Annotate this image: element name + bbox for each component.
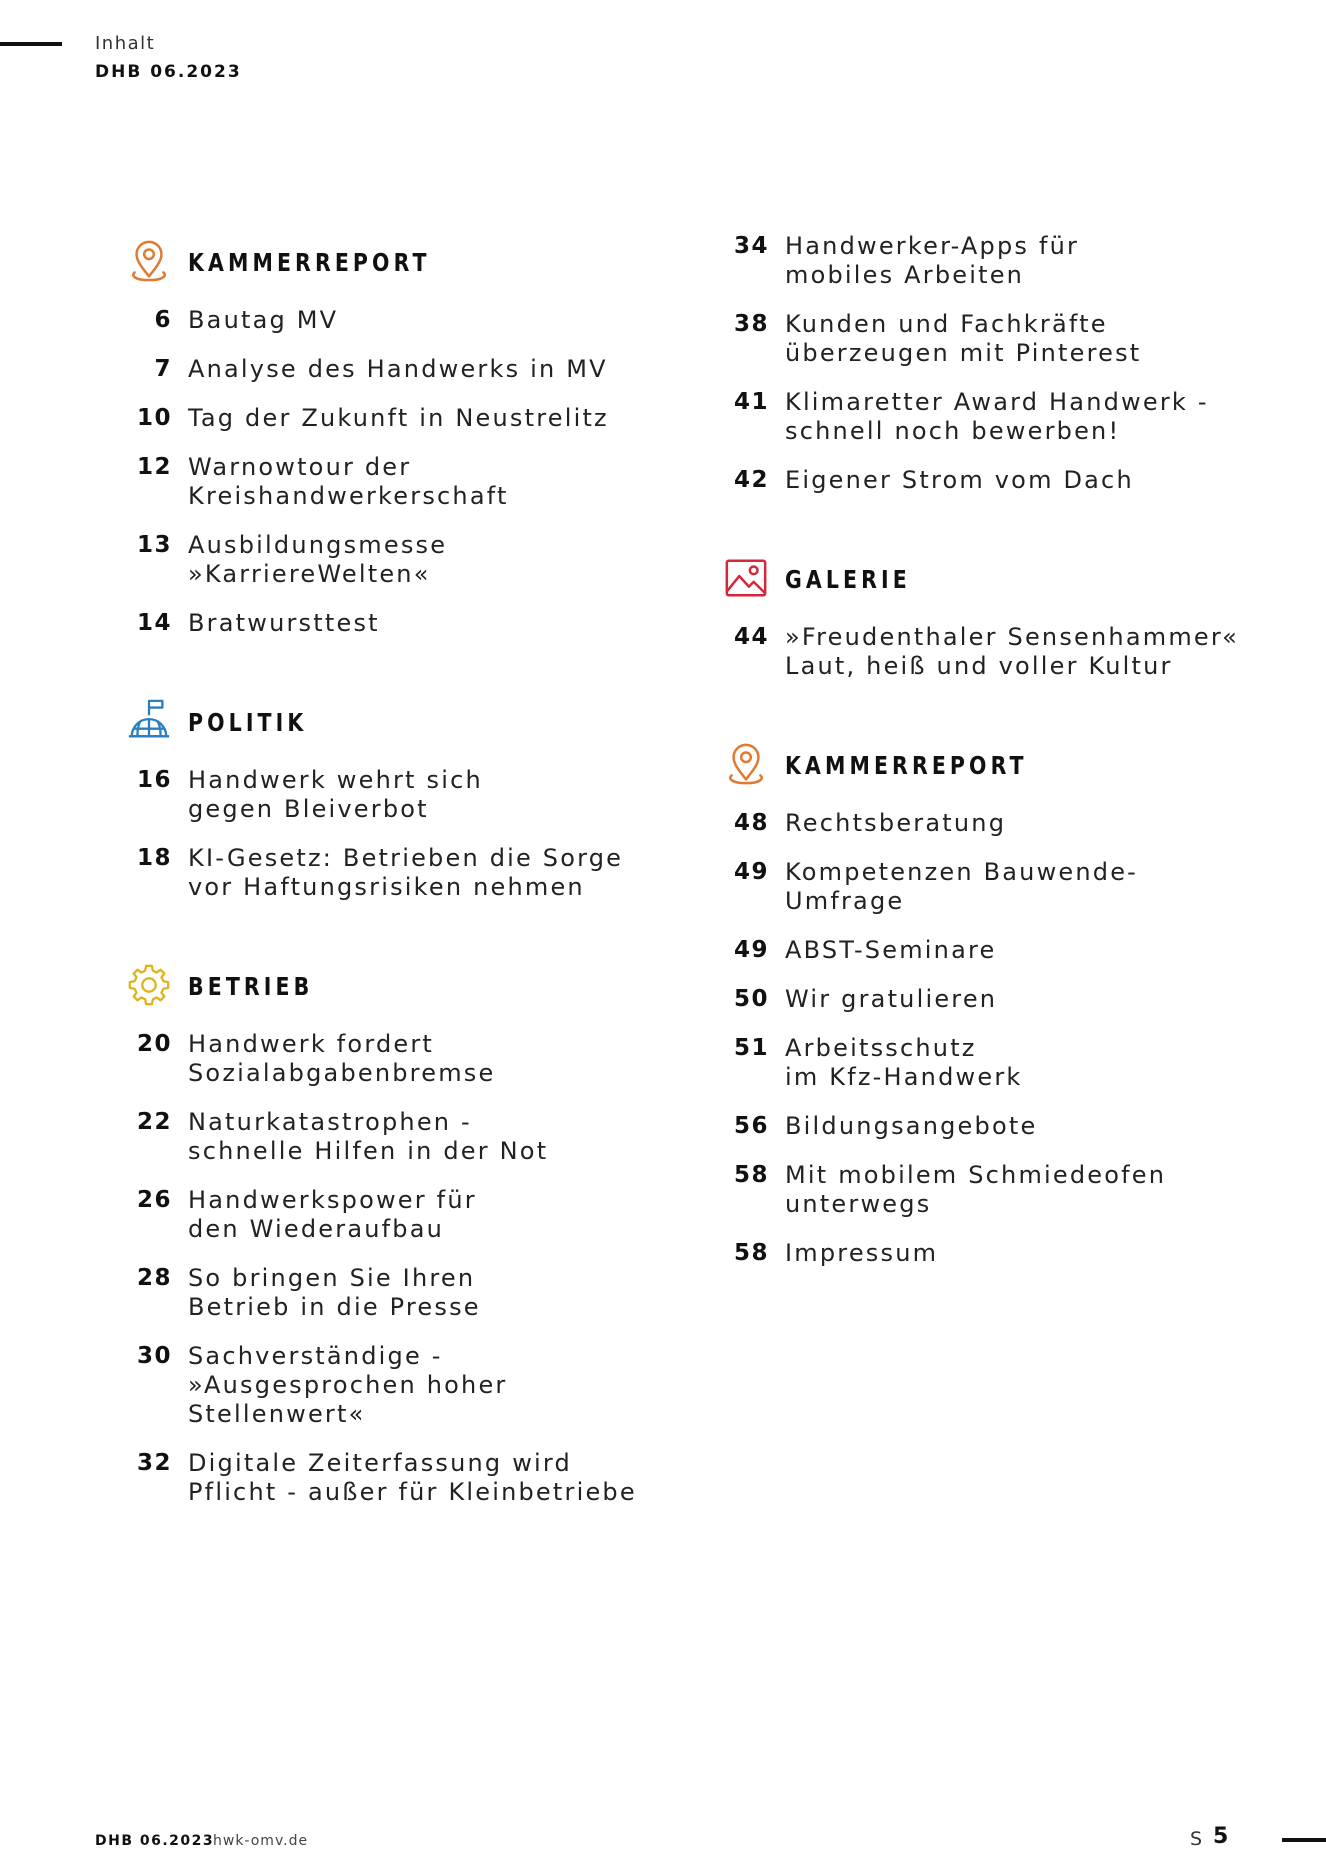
- toc-page-number: 58: [733, 1240, 769, 1266]
- toc-page-number: 6: [154, 307, 172, 333]
- toc-entry-title: Handwerkspower für den Wiederaufbau: [188, 1186, 477, 1243]
- footer-page-prefix: S: [1190, 1828, 1203, 1850]
- footer-issue: DHB 06.2023: [95, 1833, 215, 1849]
- toc-entry[interactable]: [128, 355, 688, 384]
- toc-entry[interactable]: [128, 531, 688, 589]
- toc-page-number: 30: [136, 1343, 172, 1369]
- toc-entry-title: Tag der Zukunft in Neustrelitz: [188, 404, 609, 432]
- location-pin-icon: [723, 741, 771, 789]
- toc-page-number: 49: [733, 859, 769, 885]
- toc-entry[interactable]: [128, 609, 688, 638]
- toc-entry-title: Mit mobilem Schmiedeofen unterwegs: [785, 1161, 1167, 1218]
- toc-entry-title: Handwerk fordert Sozialabgabenbremse: [188, 1030, 496, 1087]
- section-heading: [725, 735, 1295, 795]
- section-title: KAMMERREPORT: [785, 750, 1028, 780]
- section-heading: [128, 232, 688, 292]
- toc-entry-title: Klimaretter Award Handwerk - schnell noch bewerben!: [785, 388, 1209, 445]
- toc-page-number: 50: [733, 986, 769, 1012]
- toc-page-number: 48: [733, 810, 769, 836]
- toc-left-column: [128, 232, 688, 1507]
- section-heading: [128, 956, 688, 1016]
- section-title: KAMMERREPORT: [188, 247, 431, 277]
- toc-entry-title: KI-Gesetz: Betrieben die Sorge vor Haftungsrisiken nehmen: [188, 844, 624, 901]
- toc-entry-title: Naturkatastrophen - schnelle Hilfen in der Not: [188, 1108, 549, 1165]
- toc-entry[interactable]: [725, 1239, 1295, 1268]
- toc-entry[interactable]: [128, 306, 688, 335]
- toc-entry-title: Eigener Strom vom Dach: [785, 466, 1134, 494]
- toc-entry[interactable]: [725, 985, 1295, 1014]
- footer-page-number: 5: [1213, 1824, 1229, 1849]
- toc-entry[interactable]: [128, 1186, 688, 1244]
- toc-entry[interactable]: [128, 404, 688, 433]
- toc-page-number: 42: [733, 467, 769, 493]
- toc-page-number: 7: [154, 356, 172, 382]
- gear-icon: [126, 962, 174, 1010]
- toc-entry[interactable]: [725, 310, 1295, 368]
- section-label: Inhalt: [95, 33, 156, 54]
- toc-page-number: 41: [733, 389, 769, 415]
- toc-page-number: 32: [136, 1450, 172, 1476]
- toc-page-number: 44: [733, 624, 769, 650]
- toc-entry-title: Bautag MV: [188, 306, 339, 334]
- section-heading: [128, 692, 688, 752]
- footer-url[interactable]: hwk-omv.de: [213, 1833, 309, 1849]
- toc-entry[interactable]: [128, 1342, 688, 1429]
- issue-label: DHB 06.2023: [95, 62, 242, 82]
- toc-entry[interactable]: [725, 809, 1295, 838]
- toc-page-number: 16: [136, 767, 172, 793]
- toc-entry[interactable]: [725, 936, 1295, 965]
- image-icon: [723, 555, 771, 603]
- header-rule: [0, 42, 62, 46]
- toc-entry[interactable]: [725, 388, 1295, 446]
- toc-entry[interactable]: [128, 1108, 688, 1166]
- toc-entry-title: »Freudenthaler Sensenhammer« Laut, heiß und voller Kultur: [785, 623, 1239, 680]
- toc-page-number: 58: [733, 1162, 769, 1188]
- toc-entry[interactable]: [725, 1112, 1295, 1141]
- toc-page-number: 18: [136, 845, 172, 871]
- section-heading: [725, 549, 1295, 609]
- toc-entry[interactable]: [725, 858, 1295, 916]
- section-title: BETRIEB: [188, 971, 314, 1001]
- toc-entry-title: Digitale Zeiterfassung wird Pflicht - außer für Kleinbetriebe: [188, 1449, 637, 1506]
- toc-entry[interactable]: [725, 232, 1295, 290]
- toc-entry-title: Bildungsangebote: [785, 1112, 1038, 1140]
- section-title: GALERIE: [785, 564, 911, 594]
- toc-entry[interactable]: [725, 1161, 1295, 1219]
- toc-entry-title: Sachverständige - »Ausgesprochen hoher Stellenwert«: [188, 1342, 508, 1428]
- toc-page-number: 34: [733, 233, 769, 259]
- toc-entry-title: Rechtsberatung: [785, 809, 1007, 837]
- toc-entry-title: Bratwursttest: [188, 609, 380, 637]
- toc-entry-title: Kompetenzen Bauwende- Umfrage: [785, 858, 1139, 915]
- toc-entry[interactable]: [128, 1264, 688, 1322]
- toc-entry[interactable]: [128, 1449, 688, 1507]
- toc-entry-title: So bringen Sie Ihren Betrieb in die Presse: [188, 1264, 481, 1321]
- toc-entry-title: Impressum: [785, 1239, 939, 1267]
- toc-entry-title: Warnowtour der Kreishandwerkerschaft: [188, 453, 509, 510]
- toc-entry[interactable]: [128, 766, 688, 824]
- toc-page-number: 49: [733, 937, 769, 963]
- toc-entry-title: Analyse des Handwerks in MV: [188, 355, 608, 383]
- toc-page-number: 10: [136, 405, 172, 431]
- toc-page-number: 56: [733, 1113, 769, 1139]
- toc-page-number: 22: [136, 1109, 172, 1135]
- toc-entry[interactable]: [128, 1030, 688, 1088]
- toc-entry-title: Ausbildungsmesse »KarriereWelten«: [188, 531, 448, 588]
- toc-page-number: 26: [136, 1187, 172, 1213]
- toc-entry[interactable]: [128, 453, 688, 511]
- toc-page-number: 14: [136, 610, 172, 636]
- toc-entry-title: ABST-Seminare: [785, 936, 997, 964]
- toc-entry[interactable]: [128, 844, 688, 902]
- toc-entry[interactable]: [725, 466, 1295, 495]
- toc-entry-title: Arbeitsschutz im Kfz-Handwerk: [785, 1034, 1023, 1091]
- toc-page-number: 38: [733, 311, 769, 337]
- toc-page-number: 51: [733, 1035, 769, 1061]
- toc-entry[interactable]: [725, 1034, 1295, 1092]
- toc-page-number: 13: [136, 532, 172, 558]
- toc-entry[interactable]: [725, 623, 1295, 681]
- toc-entry-title: Wir gratulieren: [785, 985, 998, 1013]
- toc-entry-title: Handwerk wehrt sich gegen Bleiverbot: [188, 766, 483, 823]
- toc-right-column: [725, 232, 1295, 1268]
- toc-entry-title: Kunden und Fachkräfte überzeugen mit Pinterest: [785, 310, 1142, 367]
- toc-page-number: 12: [136, 454, 172, 480]
- toc-page-number: 28: [136, 1265, 172, 1291]
- globe-flag-icon: [126, 698, 174, 746]
- toc-page-number: 20: [136, 1031, 172, 1057]
- section-title: POLITIK: [188, 707, 308, 737]
- toc-entry-title: Handwerker-Apps für mobiles Arbeiten: [785, 232, 1080, 289]
- location-pin-icon: [126, 238, 174, 286]
- footer-rule: [1282, 1838, 1326, 1842]
